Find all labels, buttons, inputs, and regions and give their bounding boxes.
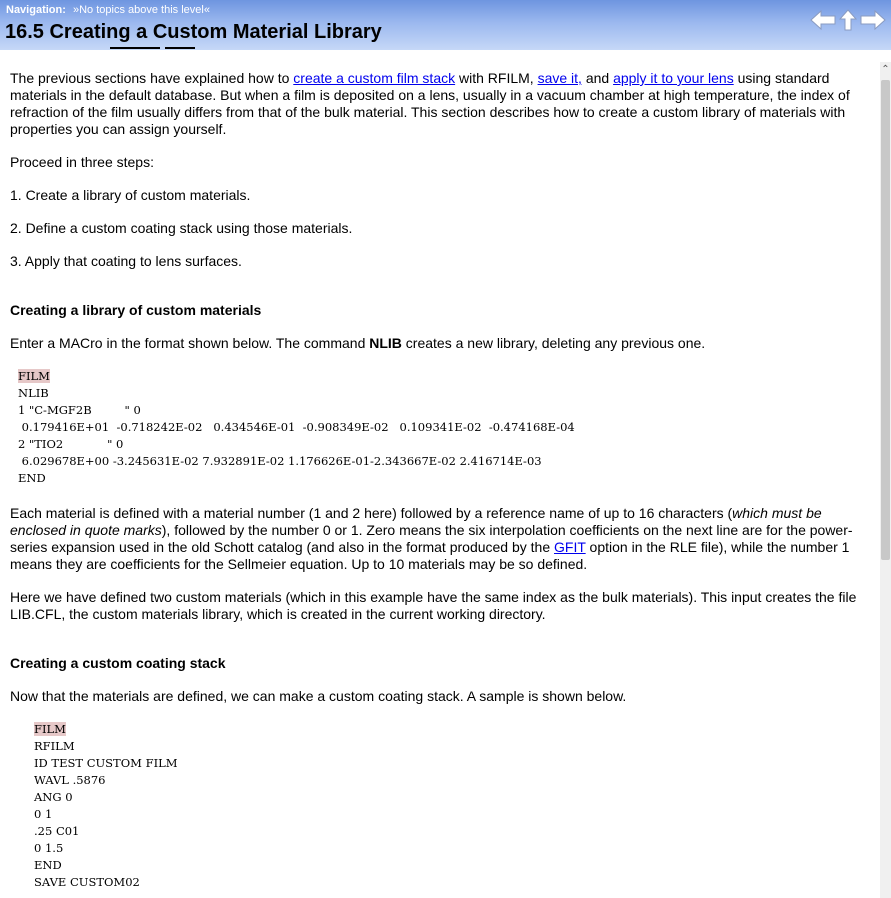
nlib-command: NLIB [369,335,402,351]
intro-paragraph [10,70,870,138]
intro-text: The previous sections have explained how to [10,70,294,86]
scrollbar-thumb[interactable] [881,80,890,560]
proceed-text: Proceed in three steps: [10,154,154,170]
paragraph-text: Each material is defined with a material number (1 and 2 here) followed by a reference name of up to 16 characters ( [10,505,733,521]
step-item: 1. Create a library of custom materials. [10,187,251,203]
topic-content [0,50,880,898]
page-title: 16.5 Creating a Custom Material Library [5,21,382,43]
title-underline-mark [110,47,160,49]
create-film-stack-link[interactable]: create a custom film stack [293,70,456,86]
section-heading-materials: Creating a library of custom materials [10,302,262,318]
section-heading-coating: Creating a custom coating stack [10,655,226,671]
apply-to-lens-link[interactable]: apply it to your lens [613,70,734,86]
paragraph-text: ), followed by the number 0 or 1. Zero means the six interpolation coefficients on the next line are for the power-series expansion used in the old Schott catalog (and also in the format produced by the [10,522,853,555]
code-body: RFILM ID TEST CUSTOM FILM WAVL .5876 ANG 0 0 1 .25 C01 0 1.5 END SAVE CUSTOM02 [34,739,178,889]
forward-arrow-icon[interactable] [859,8,887,37]
instruction-text: Enter a MACro in the format shown below. The command [10,335,370,351]
navigation-label: Navigation: [6,4,66,16]
coating-intro: Now that the materials are defined, we can make a custom coating stack. A sample is shown below. [10,688,627,704]
topic-navigation-arrows [809,8,887,37]
code-block-nlib [18,368,870,487]
scroll-up-icon[interactable]: ⌃ [881,64,890,75]
up-arrow-icon[interactable] [839,8,857,37]
step-item: 2. Define a custom coating stack using those materials. [10,220,353,236]
navigation-breadcrumb: »No topics above this level« [72,4,210,16]
code-block-rfilm [34,721,870,891]
instruction-text: creates a new library, deleting any previous one. [401,335,706,351]
topic-header [0,0,891,50]
save-it-link[interactable]: save it, [537,70,582,86]
code-highlight-film: FILM [18,369,50,383]
navigation-bar [6,4,210,16]
intro-text: and [581,70,614,86]
nlib-instructions [10,335,870,352]
code-highlight-film: FILM [34,722,66,736]
intro-text: using standard materials in the default database. But when a film is deposited on a lens, usually in a vacuum chamber at high temperature, the index of refraction of the film usually differs from that of the bulk material. This section describes how to create a custom library of materials with properties you can assign yourself. [10,70,850,137]
code-body: NLIB 1 "C-MGF2B " 0 0.179416E+01 -0.718242E-02 0.434546E-01 -0.908349E-02 0.109341E-02 -0.474168E-04 2 "TIO2 " 0 6.029678E+00 -3.245631E-02 7.932891E-02 1.176626E-01-2.343667E-02 2.416714E-03 END [18,386,575,485]
vertical-scrollbar[interactable] [880,62,891,898]
step-item: 3. Apply that coating to lens surfaces. [10,253,242,269]
paragraph-text: option in the RLE file), while the number 1 means they are coefficients for the Sellmeier equation. Up to 10 materials may be so defined. [10,539,850,572]
materials-paragraph [10,505,870,573]
back-arrow-icon[interactable] [809,8,837,37]
title-underline-mark [165,47,195,49]
gfit-link[interactable]: GFIT [554,539,586,555]
defined-paragraph: Here we have defined two custom materials (which in this example have the same index as the bulk materials). This input creates the file LIB.CFL, the custom materials library, which is created in the current working directory. [10,589,857,622]
intro-text: with RFILM, [455,70,538,86]
italic-text: which must be enclosed in quote marks [10,505,822,538]
